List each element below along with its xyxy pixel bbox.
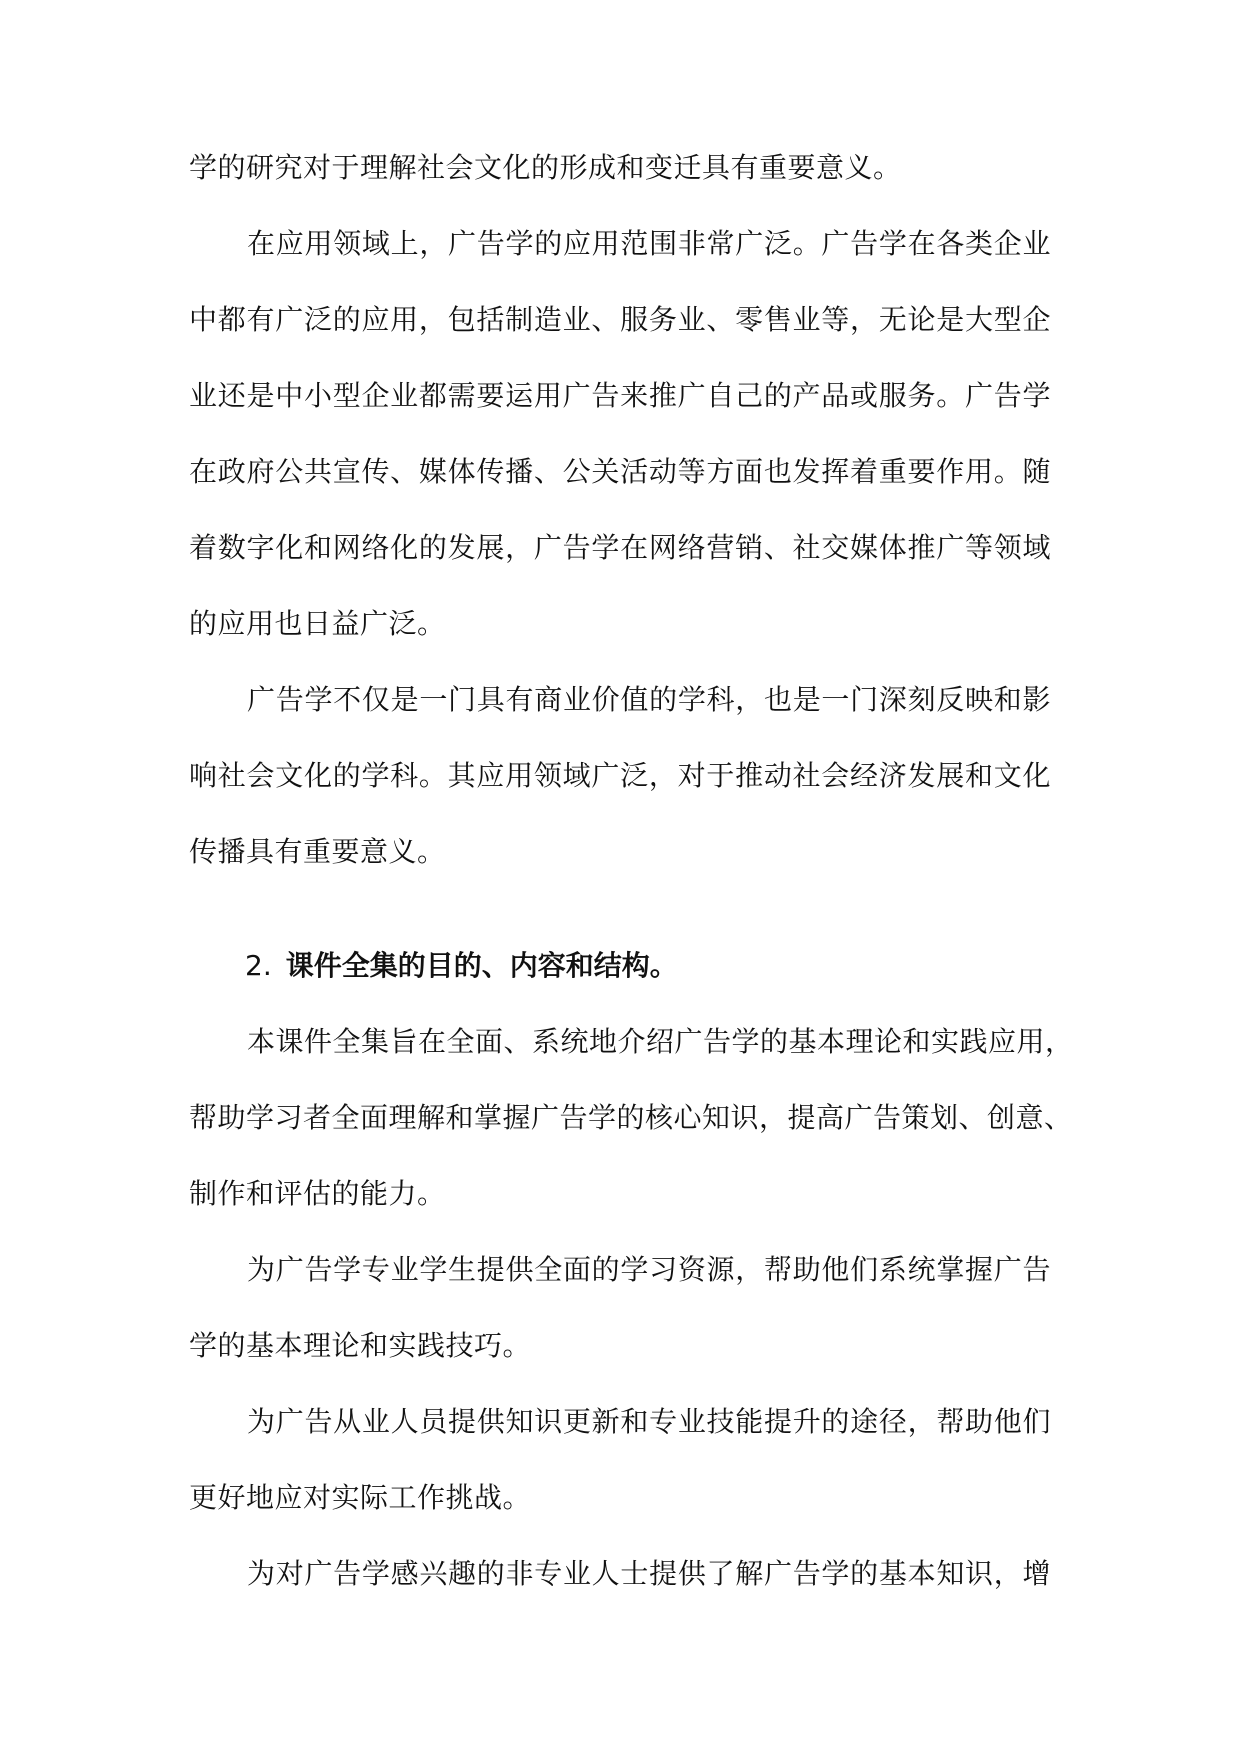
paragraph-3 [189, 672, 1051, 900]
text-line: 为广告从业人员提供知识更新和专业技能提升的途径，帮助他们 [247, 1405, 1051, 1438]
paragraph-7 [189, 1546, 1051, 1622]
section-spacer [189, 900, 1051, 938]
text-line: 广告学不仅是一门具有商业价值的学科，也是一门深刻反映和影 [247, 683, 1051, 716]
text-line: 中都有广泛的应用，包括制造业、服务业、零售业等，无论是大型企 [189, 303, 1051, 336]
paragraph-5 [189, 1242, 1051, 1394]
section-heading [189, 938, 1051, 1014]
paragraph-2 [189, 216, 1051, 672]
text-line: 着数字化和网络化的发展，广告学在网络营销、社交媒体推广等领域 [189, 531, 1051, 564]
text-line: 响社会文化的学科。其应用领域广泛，对于推动社会经济发展和文化 [189, 759, 1051, 792]
text-line: 本课件全集旨在全面、系统地介绍广告学的基本理论和实践应用， [247, 1025, 1074, 1058]
text-line: 的应用也日益广泛。 [189, 607, 446, 640]
document-body [189, 140, 1074, 1622]
paragraph-4 [189, 1014, 1074, 1242]
section-title: 课件全集的目的、内容和结构。 [285, 949, 678, 982]
text-line: 在应用领域上，广告学的应用范围非常广泛。广告学在各类企业 [247, 227, 1051, 260]
text-line: 学的研究对于理解社会文化的形成和变迁具有重要意义。 [189, 151, 902, 184]
text-line: 业还是中小型企业都需要运用广告来推广自己的产品或服务。广告学 [189, 379, 1051, 412]
text-line: 为对广告学感兴趣的非专业人士提供了解广告学的基本知识，增 [247, 1557, 1051, 1590]
text-line: 为广告学专业学生提供全面的学习资源，帮助他们系统掌握广告 [247, 1253, 1051, 1286]
section-number: 2. [245, 949, 272, 982]
text-line: 更好地应对实际工作挑战。 [189, 1481, 532, 1514]
text-line: 在政府公共宣传、媒体传播、公关活动等方面也发挥着重要作用。随 [189, 455, 1051, 488]
text-line: 传播具有重要意义。 [189, 835, 446, 868]
text-line: 制作和评估的能力。 [189, 1177, 446, 1210]
paragraph-1 [189, 140, 1051, 216]
text-line: 帮助学习者全面理解和掌握广告学的核心知识，提高广告策划、创意、 [189, 1101, 1073, 1134]
text-line: 学的基本理论和实践技巧。 [189, 1329, 532, 1362]
paragraph-6 [189, 1394, 1051, 1546]
